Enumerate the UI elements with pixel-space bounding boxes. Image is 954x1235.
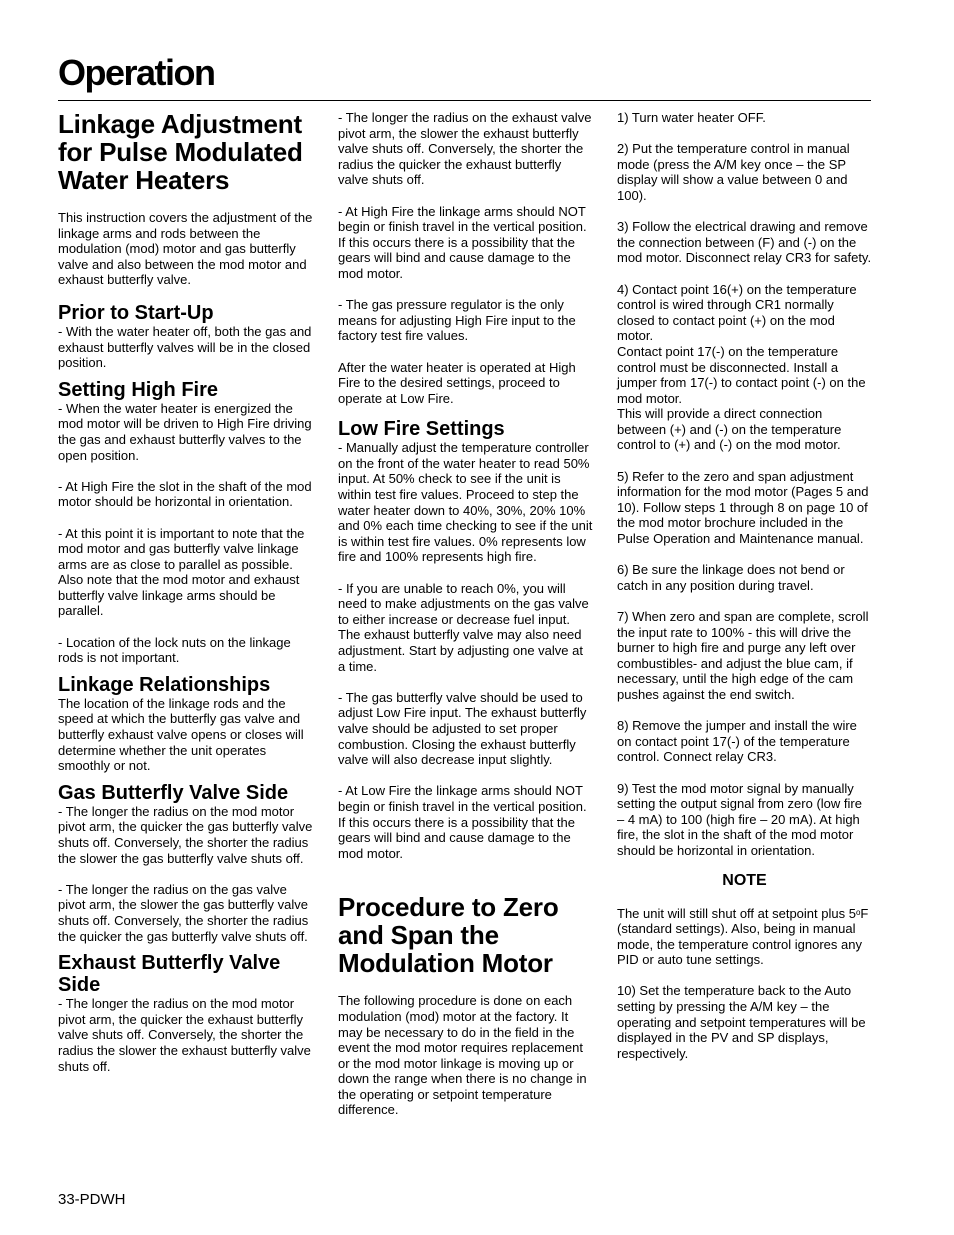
low-fire-paragraph-4: - At Low Fire the linkage arms should NOT begin or finish travel in the vertical position. If this occurs there is a possibility that the gears will bind and cause damage to the mod motor. bbox=[338, 783, 587, 861]
exhaust-butterfly-paragraph-5: After the water heater is operated at High Fire to the desired settings, proceed to operate at Low Fire. bbox=[338, 359, 576, 406]
low-fire-settings-heading: Low Fire Settings bbox=[338, 418, 505, 441]
page-footer-number: 33-PDWH bbox=[58, 1191, 126, 1208]
high-fire-paragraph-4: - Location of the lock nuts on the linkage rods is not important. bbox=[58, 634, 291, 666]
step-4c: This will provide a direct connection between (+) and (-) on the temperature control to (+) and (-) on the mod motor. bbox=[617, 406, 842, 453]
step-1: 1) Turn water heater OFF. bbox=[617, 110, 766, 125]
exhaust-butterfly-paragraph-2: - The longer the radius on the exhaust valve pivot arm, the slower the exhaust butterfly valve shuts off. Conversely, the shorter the radius the quicker the exhaust butterfly valve shuts off. bbox=[338, 110, 592, 188]
prior-to-start-up-heading: Prior to Start-Up bbox=[58, 301, 214, 324]
note-text-part-1: The unit will still shut off at setpoint plus 5 bbox=[617, 905, 856, 921]
step-4a: 4) Contact point 16(+) on the temperature control is wired through CR1 normally closed to contact point (+) on the mod motor. bbox=[617, 281, 857, 344]
degree-symbol: o bbox=[855, 907, 861, 917]
exhaust-butterfly-paragraph-1: - The longer the radius on the mod motor pivot arm, the quicker the exhaust butterfly valve shuts off. Conversely, the shorter the radius the slower the exhaust butterfly valve shuts off. bbox=[58, 996, 311, 1074]
column-middle bbox=[338, 110, 593, 1134]
linkage-relationships-text: The location of the linkage rods and the speed at which the butterfly gas valve and butterfly exhaust valve opens or closes will determine whether the unit operates smoothly or not. bbox=[58, 695, 304, 774]
prior-to-start-up-text: - With the water heater off, both the gas and exhaust butterfly valves will be in the closed position. bbox=[58, 323, 312, 371]
setting-high-fire-heading: Setting High Fire bbox=[58, 378, 218, 401]
exhaust-butterfly-paragraph-4: - The gas pressure regulator is the only means for adjusting High Fire input to the factory test fire values. bbox=[338, 297, 576, 344]
step-2: 2) Put the temperature control in manual mode (press the A/M key once – the SP display will show a value between 0 and 100). bbox=[617, 141, 850, 203]
low-fire-paragraph-3: - The gas butterfly valve should be used to adjust Low Fire input. The exhaust butterfly valve should be adjusted to set proper combustion. Closing the exhaust butterfly valve will also decrease input slightly. bbox=[338, 689, 587, 768]
step-5: 5) Refer to the zero and span adjustment information for the mod motor (Pages 5 and 10). Follow steps 1 through 8 on page 10 of the mod motor brochure included in the Pulse Operation and Maintenance manual. bbox=[617, 468, 869, 547]
high-fire-paragraph-1: - When the water heater is energized the mod motor will be driven to High Fire driving the gas and exhaust butterfly valves to the open position. bbox=[58, 400, 312, 463]
low-fire-paragraph-1: - Manually adjust the temperature controller on the front of the water heater to read 50% input. At 50% check to see if the unit is within test fire values. Proceed to step the water heater down to 40%, 30%, 20% 10% and 0% each time checking to see if the unit is within test fire values. 0% represents low fire and 100% represents high fire. bbox=[338, 440, 593, 565]
title-divider bbox=[58, 100, 871, 101]
step-10: 10) Set the temperature back to the Auto setting by pressing the A/M key – the operating and setpoint temperatures will be displayed in the PV and SP displays, respectively. bbox=[617, 983, 866, 1061]
step-3: 3) Follow the electrical drawing and remove the connection between (F) and (-) on the mod motor. Disconnect relay CR3 for safety. bbox=[617, 219, 872, 266]
linkage-adjustment-heading: Linkage Adjustment for Pulse Modulated Water Heaters bbox=[58, 109, 303, 195]
note-heading: NOTE bbox=[722, 871, 767, 889]
linkage-relationships-heading: Linkage Relationships bbox=[58, 673, 271, 696]
page-title: Operation bbox=[58, 52, 215, 93]
low-fire-paragraph-2: - If you are unable to reach 0%, you will need to make adjustments on the gas valve to either increase or decrease fuel input. The exhaust butterfly valve may also need adjustment. Start by adjusting one valve at a time. bbox=[338, 580, 589, 674]
step-6: 6) Be sure the linkage does not bend or catch in any position during travel. bbox=[617, 562, 845, 593]
high-fire-paragraph-2: - At High Fire the slot in the shaft of the mod motor should be horizontal in orientation. bbox=[58, 478, 312, 510]
procedure-zero-span-heading: Procedure to Zero and Span the Modulation Motor bbox=[338, 892, 559, 979]
column-right bbox=[617, 110, 872, 1077]
gas-butterfly-paragraph-1: - The longer the radius on the mod motor pivot arm, the quicker the gas butterfly valve shuts off. Conversely, the shorter the radius the slower the gas butterfly valve shuts off. bbox=[58, 803, 313, 866]
step-7: 7) When zero and span are complete, scroll the input rate to 100% - this will drive the burner to high fire and purge any left over combustibles- and adjust the blue cam, if necessary, until the high edge of the cam pushes against the end switch. bbox=[617, 609, 869, 702]
note-text-part-2: F (standard settings). Also, being in manual mode, the temperature control ignores any PID or auto tune settings. bbox=[617, 905, 869, 968]
step-9: 9) Test the mod motor signal by manually setting the output signal from zero (low fire – 4 mA) to 100 (high fire – 20 mA). At high fire, the slot in the shaft of the mod motor should be horizontal in orientation. bbox=[617, 780, 862, 858]
exhaust-butterfly-heading: Exhaust Butterfly Valve Side bbox=[58, 952, 281, 997]
procedure-paragraph: The following procedure is done on each modulation (mod) motor at the factory. It may be necessary to do in the field in the event the mod motor requires replacement or the mod motor linkage is moving up or down the range when there is no change in the operating or setpoint temperature difference. bbox=[338, 993, 587, 1118]
step-4b: Contact point 17(-) on the temperature control must be disconnected. Install a jumper from 17(-) to contact point (-) on the mod motor. bbox=[617, 343, 866, 406]
note-text bbox=[617, 905, 872, 968]
column-left bbox=[58, 110, 313, 1090]
exhaust-butterfly-paragraph-3: - At High Fire the linkage arms should NOT begin or finish travel in the vertical position. If this occurs there is a possibility that the gears will bind and cause damage to the mod motor. bbox=[338, 203, 587, 281]
step-8: 8) Remove the jumper and install the wire on contact point 17(-) of the temperature control. Connect relay CR3. bbox=[617, 718, 857, 765]
high-fire-paragraph-3: - At this point it is important to note that the mod motor and gas butterfly valve linkage arms are as close to parallel as possible. Also note that the mod motor and exhaust butterfly valve linkage arms should be parallel. bbox=[58, 525, 305, 619]
gas-butterfly-heading: Gas Butterfly Valve Side bbox=[58, 781, 289, 804]
gas-butterfly-paragraph-2: - The longer the radius on the gas valve pivot arm, the slower the gas butterfly valve shuts off. Conversely, the shorter the radius the quicker the gas butterfly valve shuts off. bbox=[58, 881, 309, 944]
intro-paragraph: This instruction covers the adjustment of the linkage arms and rods between the modulation (mod) motor and gas butterfly valve and also between the mod motor and exhaust butterfly valve. bbox=[58, 210, 313, 288]
